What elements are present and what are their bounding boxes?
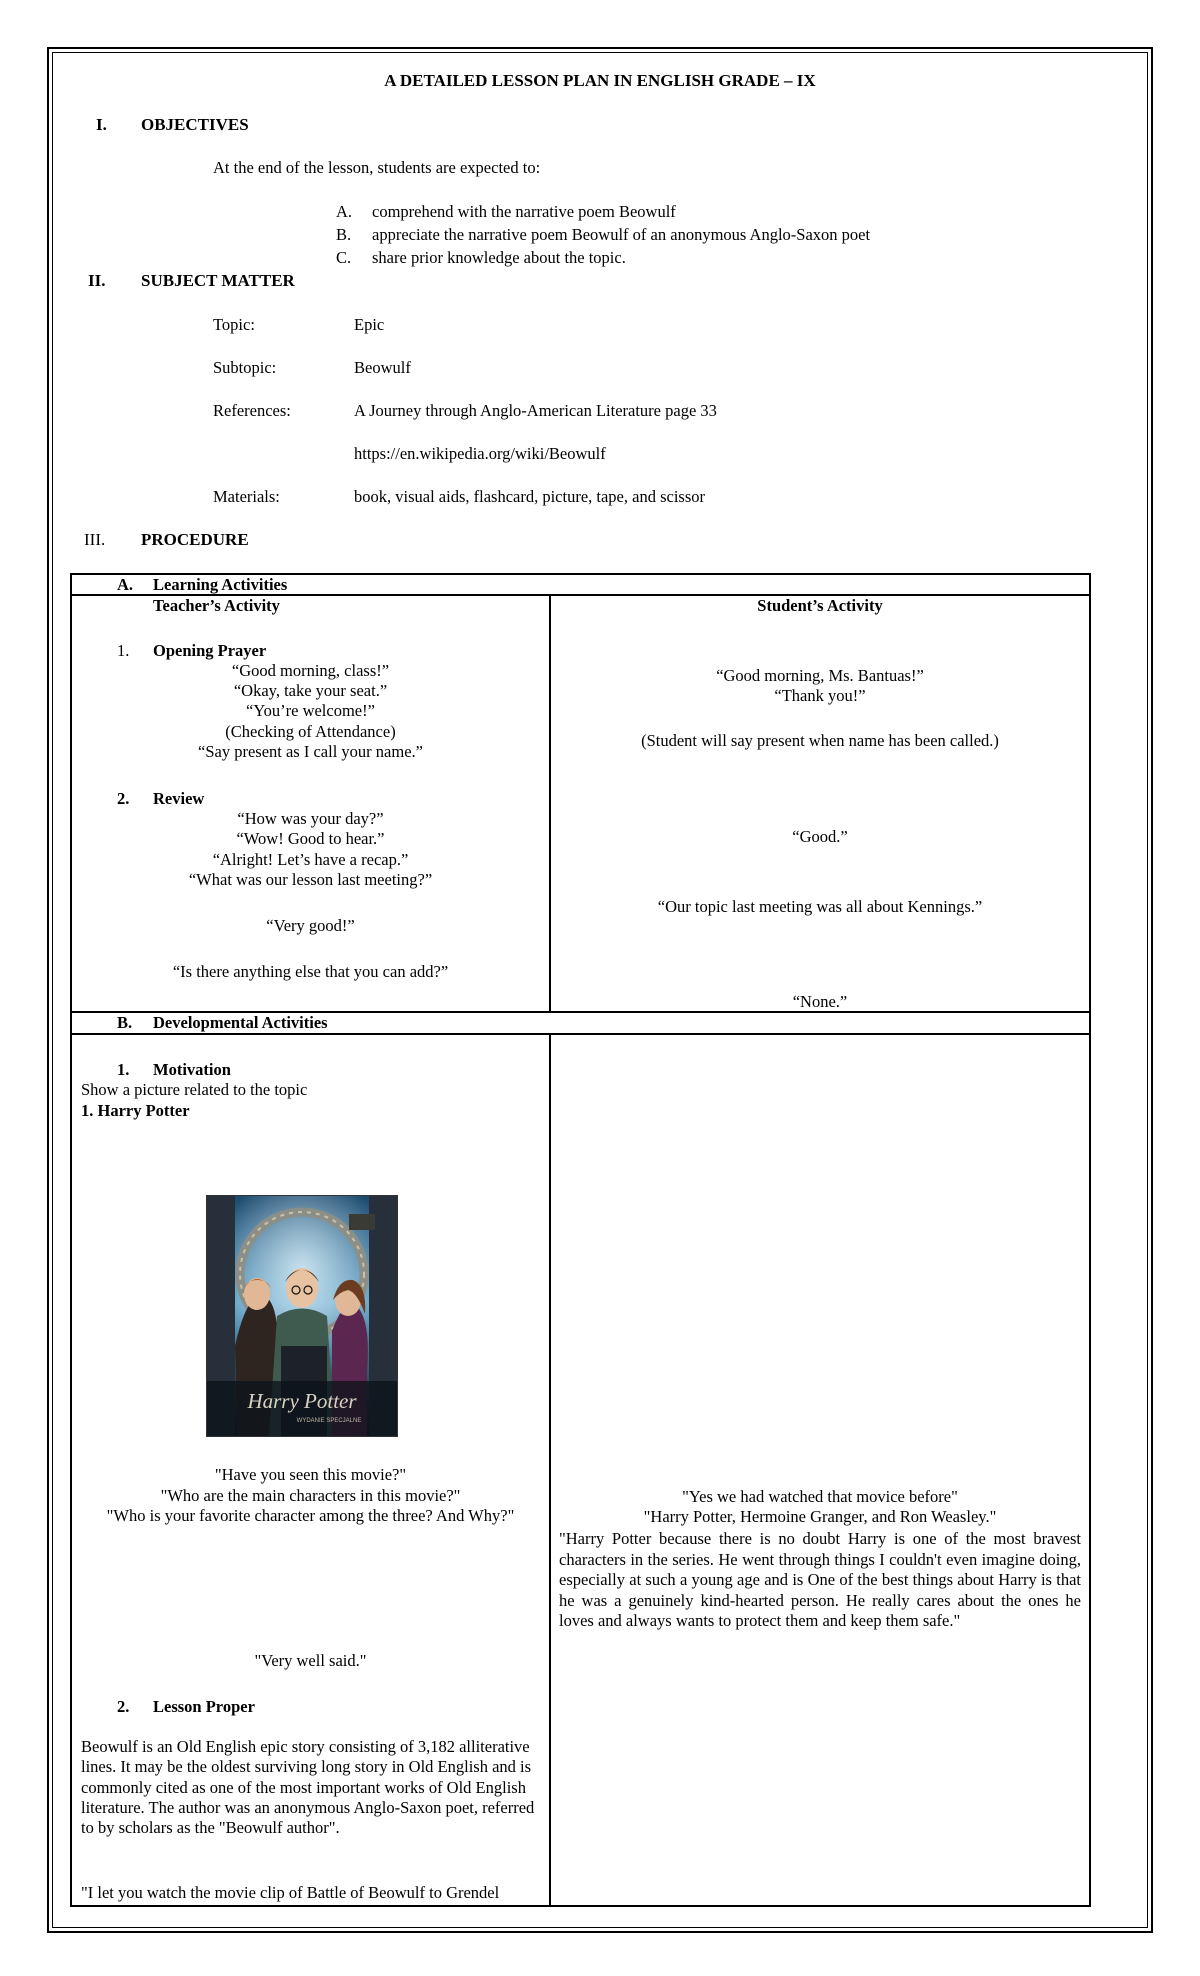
objectives-intro: At the end of the lesson, students are expected to: — [213, 158, 541, 177]
objective-letter: B. — [336, 225, 352, 244]
teacher-line: "Have you seen this movie?" — [214, 1465, 407, 1484]
poster-illustration — [207, 1196, 397, 1436]
subject-label: Subtopic: — [213, 358, 277, 377]
review-heading: Review — [153, 789, 205, 808]
teacher-line: “What was our lesson last meeting?” — [188, 870, 433, 889]
subject-value: A Journey through Anglo-American Literature page 33 — [354, 401, 717, 420]
lesson-last-line: "I let you watch the movie clip of Battle of Beowulf to Grendel — [81, 1883, 500, 1902]
student-line: “None.” — [792, 992, 848, 1011]
lesson-number: 2. — [117, 1697, 130, 1716]
objectives-number: I. — [96, 115, 107, 134]
harry-potter-poster — [206, 1195, 398, 1437]
opening-number: 1. — [117, 641, 130, 660]
teacher-line: "Who are the main characters in this movie?" — [160, 1486, 461, 1505]
teacher-line: "Who is your favorite character among the three? And Why?" — [106, 1506, 515, 1525]
section-a-label: Learning Activities — [153, 575, 288, 594]
student-line: “Our topic last meeting was all about Kennings.” — [657, 897, 983, 916]
subject-heading: SUBJECT MATTER — [141, 271, 295, 290]
teacher-line: “Okay, take your seat.” — [233, 681, 388, 700]
teacher-line: “Is there anything else that you can add?” — [172, 962, 449, 981]
subject-value: Beowulf — [354, 358, 411, 377]
motivation-heading: Motivation — [153, 1060, 231, 1079]
picture-title: 1. Harry Potter — [81, 1101, 190, 1120]
subject-value: Epic — [354, 315, 385, 334]
objective-text: share prior knowledge about the topic. — [372, 248, 626, 267]
student-line: (Student will say present when name has been called.) — [641, 731, 999, 750]
lesson-paragraph: Beowulf is an Old English epic story consisting of 3,182 alliterative lines. It may be the oldest surviving long story in Old English and is commonly cited as one of the most important works of Old English literature. The author was an anonymous Anglo-Saxon poet, referred to by scholars as the "Beowulf author". — [81, 1737, 535, 1838]
teacher-activity-header: Teacher’s Activity — [153, 596, 280, 615]
table-rule — [70, 1033, 1090, 1035]
lesson-heading: Lesson Proper — [153, 1697, 255, 1716]
teacher-line: “Say present as I call your name.” — [198, 742, 423, 761]
teacher-line: “Very good!” — [266, 916, 355, 935]
student-activity-header: Student’s Activity — [757, 596, 883, 615]
section-b-letter: B. — [117, 1013, 133, 1032]
student-line: "Harry Potter, Hermoine Granger, and Ron Weasley." — [643, 1507, 997, 1526]
procedure-heading: PROCEDURE — [141, 530, 249, 549]
subject-value: book, visual aids, flashcard, picture, tape, and scissor — [354, 487, 705, 506]
opening-heading: Opening Prayer — [153, 641, 267, 660]
student-line: “Good morning, Ms. Bantuas!” — [716, 666, 924, 685]
page-title: A DETAILED LESSON PLAN IN ENGLISH GRADE – IX — [384, 71, 816, 90]
student-line: “Good.” — [792, 827, 848, 846]
poster-logo: Harry Potter — [247, 1389, 357, 1413]
student-answer-paragraph: "Harry Potter because there is no doubt Harry is one of the most bravest characters in the series. He went through things I couldn't even imagine doing, especially at such a young age and is One of the best things about Harry is that he was a genuinely kind-hearted person. He really cares about the ones he loves and always wants to protect them and keep them safe." — [559, 1529, 1081, 1630]
subject-number: II. — [88, 271, 106, 290]
student-line: “Thank you!” — [774, 686, 866, 705]
teacher-line: “Wow! Good to hear.” — [236, 829, 385, 848]
student-line: "Yes we had watched that movice before" — [682, 1487, 958, 1506]
table-border-left — [70, 573, 72, 1907]
table-border-bottom — [70, 1905, 1090, 1907]
poster-subtitle: WYDANIE SPECJALNE — [296, 1418, 362, 1424]
objective-text: appreciate the narrative poem Beowulf of an anonymous Anglo-Saxon poet — [372, 225, 871, 244]
review-number: 2. — [117, 789, 130, 808]
subject-label: Topic: — [213, 315, 255, 334]
teacher-line: “How was your day?” — [237, 809, 384, 828]
teacher-line: “You’re welcome!” — [246, 701, 375, 720]
section-b-label: Developmental Activities — [153, 1013, 328, 1032]
procedure-number: III. — [84, 530, 106, 549]
teacher-line: "Very well said." — [254, 1651, 367, 1670]
objective-letter: C. — [336, 248, 352, 267]
column-divider — [549, 1033, 551, 1906]
subject-label: References: — [213, 401, 291, 420]
table-border-right — [1089, 573, 1091, 1907]
objective-text: comprehend with the narrative poem Beowulf — [372, 202, 676, 221]
teacher-line: “Good morning, class!” — [231, 661, 390, 680]
column-divider — [549, 594, 551, 1012]
subject-label: Materials: — [213, 487, 280, 506]
section-a-letter: A. — [117, 575, 134, 594]
objective-letter: A. — [336, 202, 353, 221]
objectives-heading: OBJECTIVES — [141, 115, 249, 134]
teacher-line: “Alright! Let’s have a recap.” — [212, 850, 409, 869]
motivation-intro: Show a picture related to the topic — [81, 1080, 308, 1099]
teacher-line: (Checking of Attendance) — [225, 722, 396, 741]
reference-url: https://en.wikipedia.org/wiki/Beowulf — [354, 444, 606, 463]
motivation-number: 1. — [117, 1060, 130, 1079]
